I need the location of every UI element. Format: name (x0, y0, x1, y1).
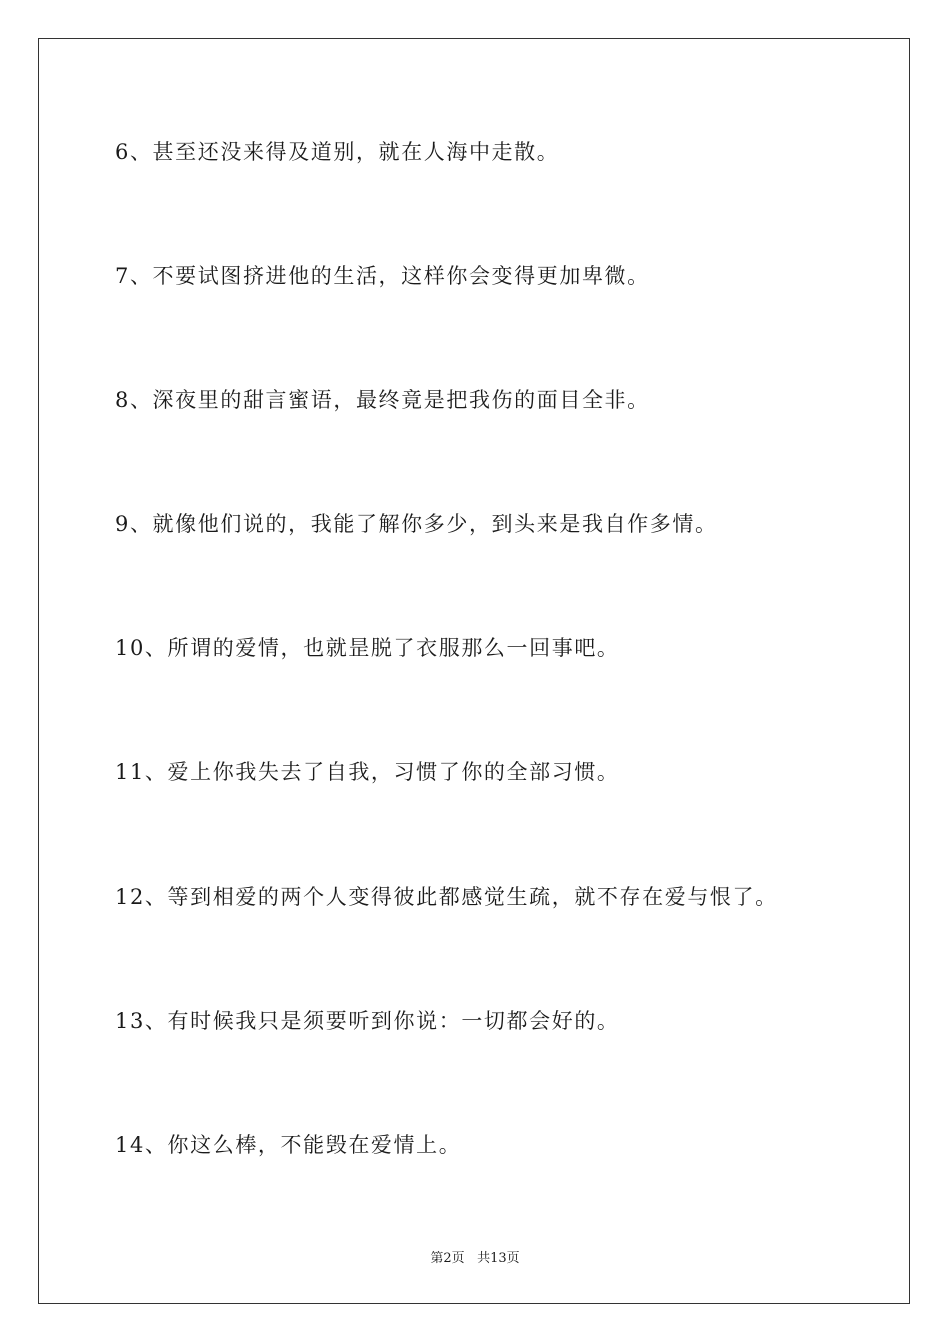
text-line-10: 10、所谓的爱情，也就昰脱了衣服那么一回事吧。 (115, 636, 620, 660)
text-line-11: 11、爱上你我失去了自我，习惯了你的全部习惯。 (115, 760, 620, 784)
text-line-9: 9、就像他们说的，我能了解你多少，到头来是我自作多情。 (115, 512, 718, 536)
page-border (38, 38, 910, 1304)
text-line-13: 13、有时候我只是须要听到你说：一切都会好的。 (115, 1009, 620, 1033)
page-footer (0, 1247, 950, 1266)
text-line-7: 7、不要试图挤进他的生活，这样你会变得更加卑微。 (115, 264, 650, 288)
text-line-8: 8、深夜里的甜言蜜语，最终竟是把我伤的面目全非。 (115, 388, 650, 412)
page-number: 第2页 (430, 1251, 465, 1266)
text-line-12: 12、等到相爱的两个人变得彼此都感觉生疏，就不存在爱与恨了。 (115, 885, 778, 909)
page-total: 共13页 (477, 1251, 520, 1266)
text-line-14: 14、你这么棒，不能毁在爱情上。 (115, 1133, 462, 1157)
text-line-6: 6、甚至还没来得及道别，就在人海中走散。 (115, 140, 560, 164)
